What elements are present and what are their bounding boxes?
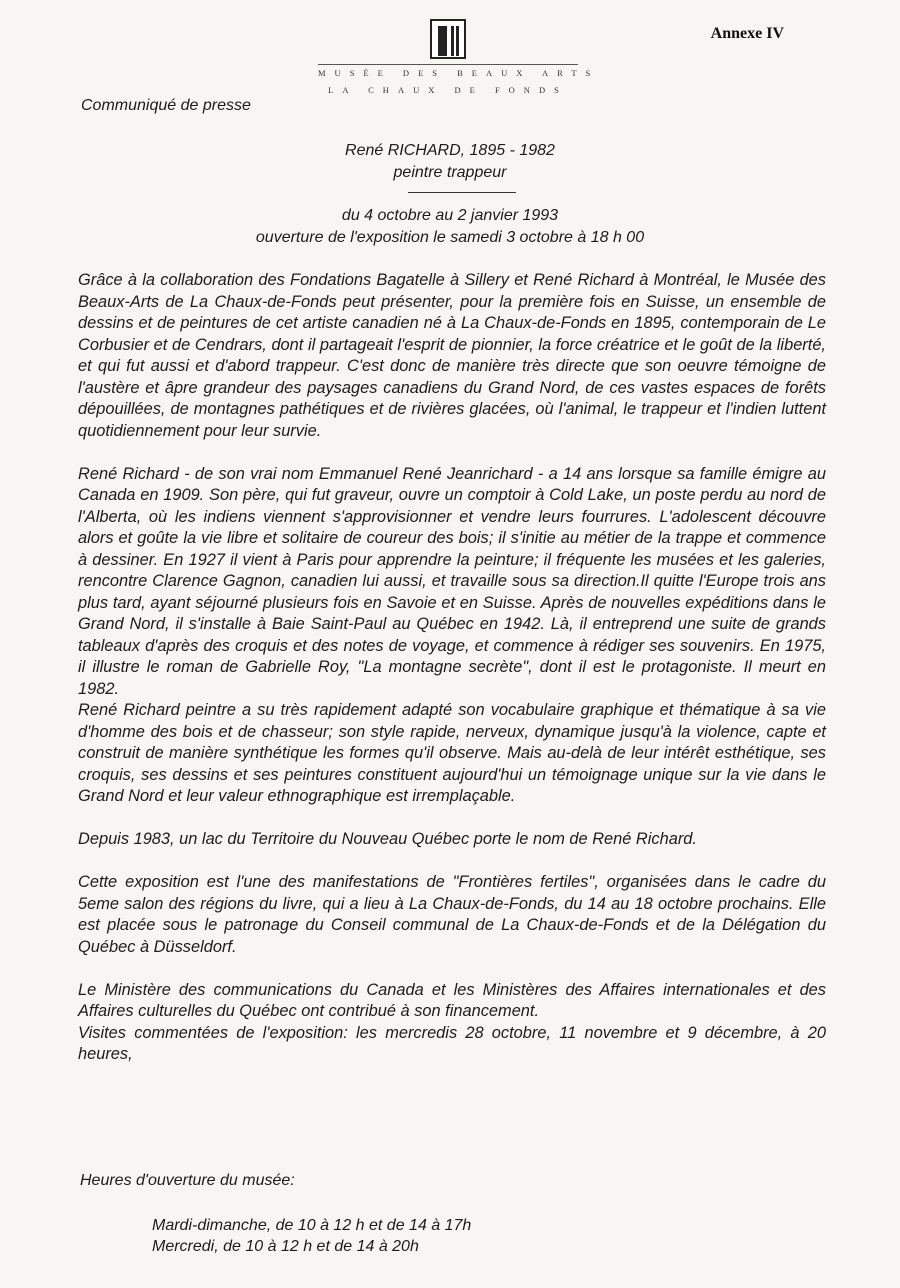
title-divider (408, 192, 516, 193)
opening-hours-weekdays: Mardi-dimanche, de 10 à 12 h et de 14 à 17h (152, 1217, 472, 1234)
opening-hours-title: Heures d'ouverture du musée: (80, 1172, 295, 1189)
paragraph-biography: René Richard - de son vrai nom Emmanuel René Jeanrichard - a 14 ans lorsque sa famille émigre au Canada en 1909. Son père, qui fut graveur, ouvre un comptoir à Cold Lake, un poste perdu au nord de l'Alberta, où les indiens viennent s'approvisionner et vendre leurs fourrures. L'adolescent découvre alors et goûte la vie libre et solitaire de coureur des bois; il s'initie au métier de la trappe et commence à dessiner. En 1927 il vient à Paris pour apprendre la peinture; il fréquente les musées et les galeries, rencontre Clarence Gagnon, canadien lui aussi, et travaille sous sa direction.Il quitte l'Europe trois ans plus tard, ayant séjourné plusieurs fois en Savoie et en Suisse. Après de nouvelles expéditions dans le Grand Nord, il s'installe à Baie Saint-Paul au Québec en 1942. Là, il entreprend une suite de grands tableaux d'après des croquis et des notes de voyage, et commence à rédiger ses souvenirs. En 1975, il illustre le roman de Gabrielle Roy, "La montagne secrète", dont il est le protagoniste. Il meurt en 1982. (78, 464, 826, 698)
exhibition-dates: du 4 octobre au 2 janvier 1993 (341, 207, 559, 224)
press-release-body (78, 270, 826, 1066)
paragraph-introduction: Grâce à la collaboration des Fondations Bagatelle à Sillery et René Richard à Montréal, le Musée des Beaux-Arts de La Chaux-de-Fonds peut présenter, pour la première fois en Suisse, un ensemble de dessins et de peintures de cet artiste canadien né à La Chaux-de-Fonds en 1895, contemporain de Le Corbusier et de Cendrars, dont il partageait l'esprit de pionnier, la force créatrice et le goût de la liberté, et qui fut aussi et d'abord trappeur. C'est donc de manière très directe que son oeuvre témoigne de l'austère et âpre grandeur des paysages canadiens du Grand Nord, de ces vastes espaces de forêts dépouillées, de montagnes pathétiques et de rivières glacées, où l'animal, le trappeur et l'indien luttent quotidiennement pour leur survie. (78, 271, 826, 440)
logo-text-line-1: MUSÉE DES BEAUX ARTS (318, 64, 578, 79)
logo-text-line-2: LA CHAUX DE FONDS (328, 85, 568, 95)
paragraph-context: Cette exposition est l'une des manifestations de "Frontières fertiles", organisées dans le cadre du 5eme salon des régions du livre, qui a lieu à La Chaux-de-Fonds, du 14 au 18 octobre prochains. Elle est placée sous le patronage du Conseil communal de La Chaux-de-Fonds et de la Délégation du Québec à Düsseldorf. (78, 873, 826, 956)
opening-hours-wednesday: Mercredi, de 10 à 12 h et de 14 à 20h (152, 1238, 419, 1255)
paragraph-style: René Richard peintre a su très rapidement adapté son vocabulaire graphique et thématique à sa vie d'homme des bois et de chasseur; son style rapide, nerveux, dynamique jusqu'à la violence, capte et construit de manière synthétique les formes qu'il observe. Mais au-delà de leur intérêt esthétique, ses croquis, ses dessins et ses peintures constituent aujourd'hui un témoignage unique sur la vie dans le Grand Nord et leur valeur ethnographique est irremplaçable. (78, 701, 826, 805)
exhibition-subtitle: peintre trappeur (393, 164, 507, 181)
document-type-label: Communiqué de presse (81, 97, 251, 114)
museum-logo (318, 18, 600, 96)
museum-building-icon (429, 18, 467, 60)
exhibition-title: René RICHARD, 1895 - 1982 (345, 142, 555, 159)
annexe-label: Annexe IV (710, 25, 784, 42)
paragraph-funding: Le Ministère des communications du Canada et les Ministères des Affaires internationales et des Affaires culturelles du Québec ont contribué à son financement. (78, 980, 826, 1020)
opening-time: ouverture de l'exposition le samedi 3 octobre à 18 h 00 (255, 229, 645, 246)
paragraph-lake: Depuis 1983, un lac du Territoire du Nouveau Québec porte le nom de René Richard. (78, 830, 697, 848)
paragraph-guided-visits: Visites commentées de l'exposition: les mercredis 28 octobre, 11 novembre et 9 décembre, à 20 heures, (78, 1023, 826, 1063)
